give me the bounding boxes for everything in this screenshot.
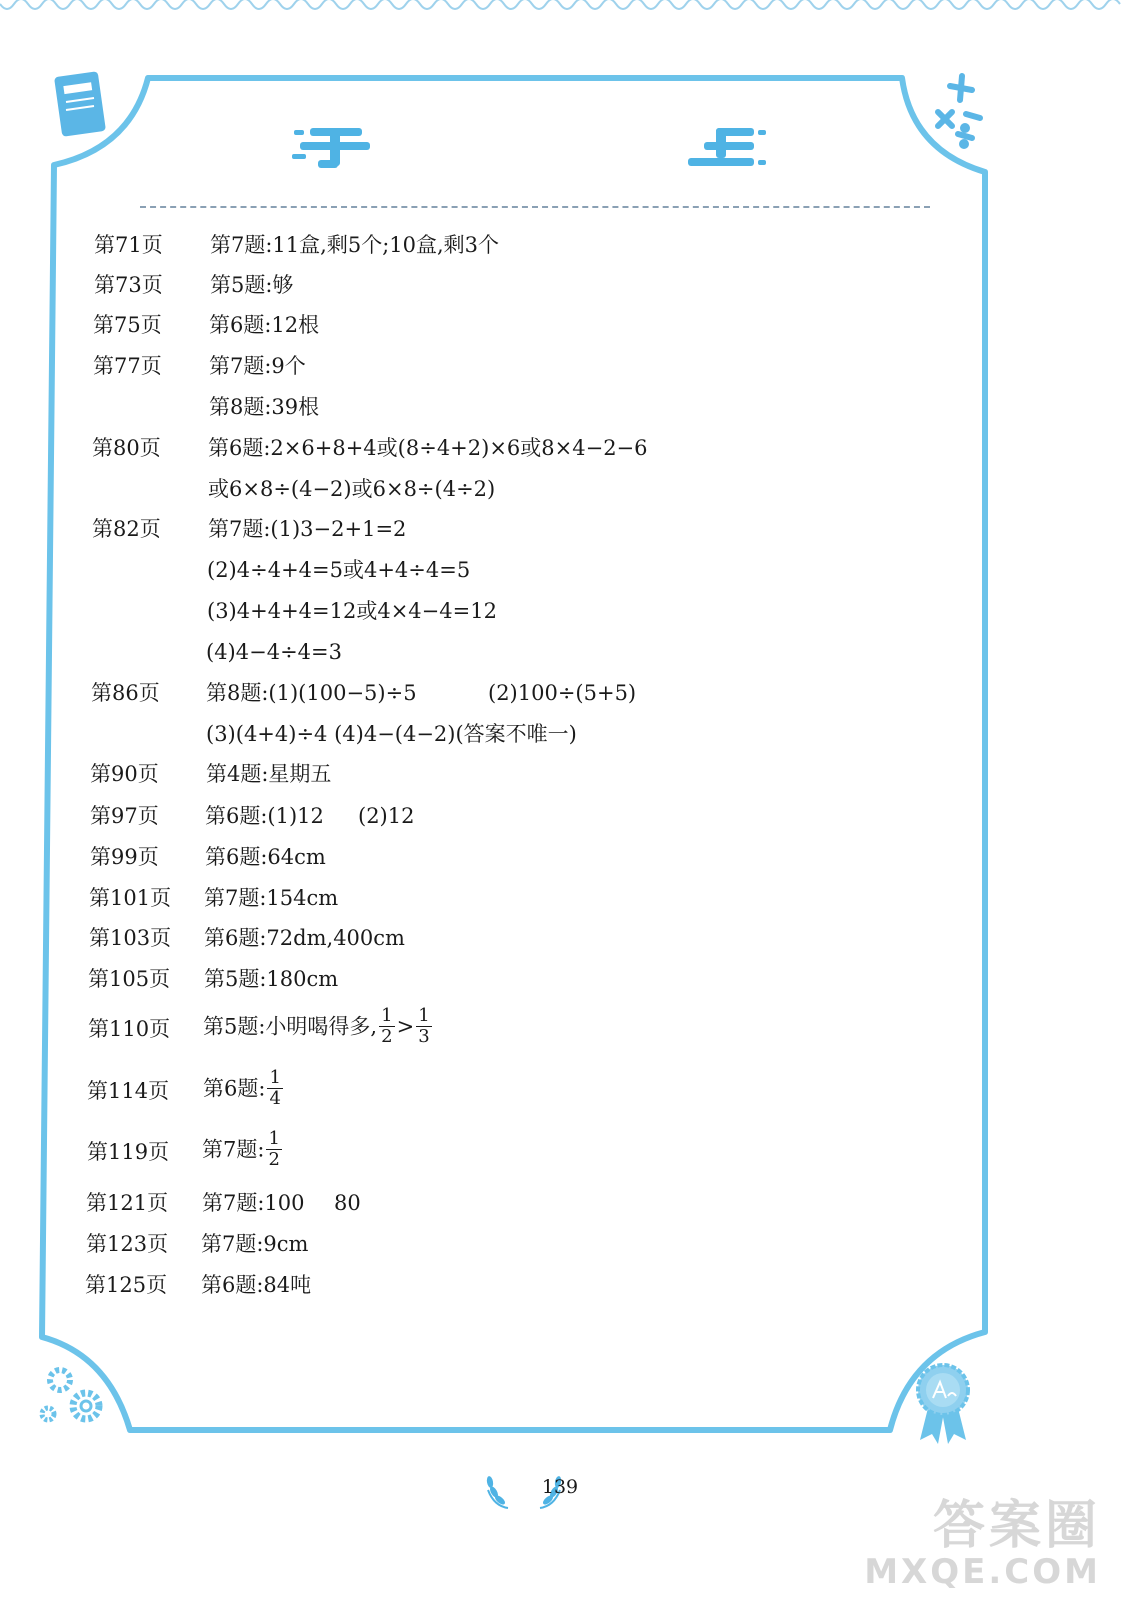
watermark [864,1483,1101,1592]
math-symbols-icon [938,76,980,146]
page-label: 第101页 [89,886,172,910]
page-label: 第105页 [88,967,171,991]
fraction-numerator: 1 [269,1067,281,1088]
answer-text: 第7题: [202,1137,265,1162]
answer-line: 第5题:够 [210,273,294,297]
answer-line: (2)12 [358,804,415,828]
answer-line: (3)(4+4)÷4 (4)4−(4−2)(答案不唯一) [206,722,577,746]
answer-line: 或6×8÷(4−2)或6×8÷(4÷2) [208,477,496,501]
page-label: 第123页 [86,1232,169,1256]
page-label: 第86页 [91,681,160,705]
page-label: 第77页 [93,354,162,378]
answer-line: 第5题:180cm [204,967,339,991]
page-label: 第121页 [86,1191,169,1215]
page-label: 第114页 [87,1079,170,1103]
page-label: 第80页 [92,436,161,460]
answer-text: 第5题:小明喝得多, [203,1014,378,1039]
answer-line [203,1006,434,1047]
answer-line: 第7题:154cm [204,886,339,910]
answer-line: 第6题:(1)12 [205,804,324,828]
answer-line: (2)100÷(5+5) [488,681,637,705]
fraction-denominator: 2 [268,1149,280,1170]
answer-line: 第6题:84吨 [201,1273,312,1297]
answer-line [203,1068,285,1109]
page-label: 第73页 [94,273,163,297]
book-icon [54,71,106,137]
answer-line: 第6题:12根 [209,313,320,337]
gears-icon [42,1370,99,1420]
answer-line: 第7题:9个 [209,354,306,378]
answer-line: 80 [334,1191,361,1215]
fraction-denominator: 2 [381,1026,393,1047]
fraction [379,1006,394,1047]
answer-line: 第7题:(1)3−2+1=2 [208,517,407,541]
fraction [416,1006,431,1047]
answer-line: (3)4+4+4=12或4×4−4=12 [207,599,497,623]
page-label: 第82页 [92,517,161,541]
fraction-denominator: 3 [418,1026,430,1047]
page-label: 第125页 [85,1273,168,1297]
award-badge-icon [918,1365,968,1444]
answer-line: 第7题:9cm [201,1232,309,1256]
answer-text: 第6题: [203,1076,266,1101]
fraction-numerator: 1 [268,1128,280,1149]
page-label: 第103页 [89,926,172,950]
answer-line: 第6题:2×6+8+4或(8÷4+2)×6或8×4−2−6 [208,436,648,460]
answer-line: 第4题:星期五 [206,762,332,786]
page-label: 第71页 [94,233,163,257]
answer-line: (2)4÷4+4=5或4+4÷4=5 [207,558,471,582]
page-label: 第119页 [87,1140,170,1164]
fraction-numerator: 1 [418,1005,430,1026]
header-divider [140,206,930,208]
page-label: 第99页 [90,845,159,869]
page-number: 139 [541,1476,579,1498]
fraction-denominator: 4 [269,1088,281,1109]
title-glyph-left [292,126,372,170]
page-label: 第90页 [90,762,159,786]
answer-line: 第6题:64cm [205,845,326,869]
fraction [266,1129,281,1170]
answer-line: 第6题:72dm,400cm [204,926,405,950]
answer-line: 第8题:39根 [209,395,320,419]
title-glyph-right [686,126,766,170]
answer-line [202,1129,284,1170]
greater-than-sign: > [396,1014,415,1039]
watermark-url: MXQE.COM [864,1552,1101,1592]
watermark-logo-text: 答案圈 [932,1496,1101,1556]
page-label: 第110页 [88,1017,171,1041]
answer-line: 第7题:11盒,剩5个;10盒,剩3个 [210,233,500,257]
page-label: 第97页 [90,804,159,828]
answer-line: 第8题:(1)(100−5)÷5 [206,681,417,705]
answer-line: (4)4−4÷4=3 [206,640,342,664]
fraction [267,1068,282,1109]
fraction-numerator: 1 [381,1005,393,1026]
page-label: 第75页 [93,313,162,337]
answer-line: 第7题:100 [202,1191,305,1215]
